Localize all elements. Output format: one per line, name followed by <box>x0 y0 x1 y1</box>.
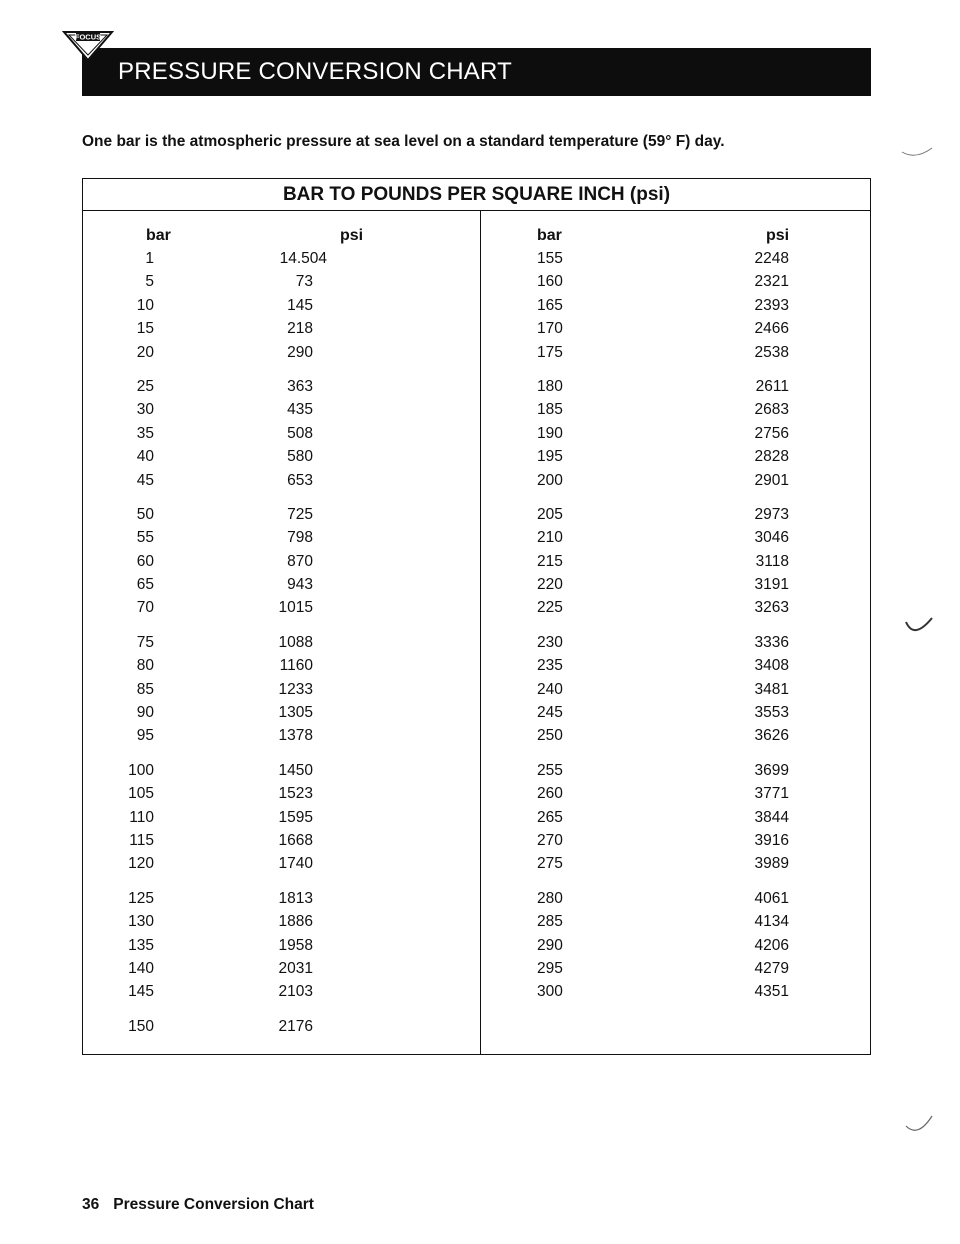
bar-value: 30 <box>136 401 154 419</box>
table-row <box>482 342 870 365</box>
table-row <box>83 527 480 550</box>
psi-value: 1595 <box>278 808 313 826</box>
table-row <box>83 807 480 830</box>
table-row <box>83 830 480 853</box>
bar-value: 275 <box>537 855 563 873</box>
psi-value: 1160 <box>279 657 313 675</box>
psi-value: 943 <box>287 576 313 594</box>
bar-value: 250 <box>537 727 563 745</box>
psi-value: 1813 <box>278 889 313 907</box>
intro-text: One bar is the atmospheric pressure at sea level on a standard temperature (59° F) day. <box>82 133 725 150</box>
bar-value: 85 <box>136 680 154 698</box>
psi-value: 1088 <box>278 633 313 651</box>
bar-value: 225 <box>537 599 563 617</box>
table-title: BAR TO POUNDS PER SQUARE INCH (psi) <box>83 179 870 211</box>
psi-value: 3191 <box>754 576 789 594</box>
psi-value: 3989 <box>754 855 789 873</box>
psi-value: 218 <box>287 320 313 338</box>
table-row <box>83 958 480 981</box>
table-row <box>83 911 480 934</box>
row-group <box>83 888 480 1005</box>
table-row <box>83 853 480 876</box>
psi-value: 3916 <box>754 831 789 849</box>
table-row <box>482 830 870 853</box>
psi-value: 1233 <box>278 680 313 698</box>
psi-value: 3626 <box>754 727 789 745</box>
bar-value: 40 <box>136 448 154 466</box>
bar-value: 5 <box>145 273 154 291</box>
table-row <box>482 911 870 934</box>
table-row <box>83 470 480 493</box>
title-banner <box>82 48 871 96</box>
bar-value: 50 <box>136 505 154 523</box>
table-row <box>83 342 480 365</box>
table-row <box>83 248 480 271</box>
table-row <box>83 597 480 620</box>
table-row <box>482 574 870 597</box>
bar-value: 300 <box>537 983 563 1001</box>
row-group <box>482 888 870 1005</box>
bar-value: 170 <box>537 320 563 338</box>
row-group <box>482 632 870 749</box>
psi-value: 3844 <box>754 808 789 826</box>
page-number: 36 <box>82 1196 100 1213</box>
psi-value: 3771 <box>754 785 789 803</box>
table-row <box>83 783 480 806</box>
table-row <box>482 551 870 574</box>
row-group <box>482 248 870 365</box>
bar-value: 285 <box>537 913 563 931</box>
scan-mark <box>900 1112 940 1142</box>
table-row <box>83 655 480 678</box>
bar-value: 35 <box>136 424 154 442</box>
psi-value: 725 <box>287 505 313 523</box>
bar-value: 295 <box>537 959 563 977</box>
bar-value: 45 <box>136 471 154 489</box>
bar-value: 80 <box>136 657 154 675</box>
psi-value: 2683 <box>754 401 789 419</box>
psi-value: 1740 <box>278 855 313 873</box>
table-row <box>482 527 870 550</box>
bar-value: 255 <box>537 761 563 779</box>
bar-value: 265 <box>537 808 563 826</box>
bar-value: 260 <box>537 785 563 803</box>
bar-value: 100 <box>128 761 154 779</box>
psi-value: 2031 <box>278 959 313 977</box>
psi-value: 1958 <box>278 936 313 954</box>
table-row <box>482 446 870 469</box>
table-row <box>482 248 870 271</box>
bar-value: 25 <box>136 377 154 395</box>
table-row <box>482 702 870 725</box>
psi-value: 2393 <box>754 296 789 314</box>
table-row <box>83 725 480 748</box>
bar-value: 175 <box>537 343 563 361</box>
bar-value: 205 <box>537 505 563 523</box>
conversion-table <box>82 178 871 1055</box>
table-row <box>482 399 870 422</box>
table-row <box>482 597 870 620</box>
row-group <box>83 1016 480 1039</box>
row-group <box>482 760 870 877</box>
psi-value: 798 <box>287 529 313 547</box>
table-row <box>482 271 870 294</box>
bar-value: 240 <box>537 680 563 698</box>
psi-value: 2973 <box>754 505 789 523</box>
table-row <box>83 935 480 958</box>
bar-value: 115 <box>129 831 154 849</box>
psi-value: 14.504 <box>279 250 327 267</box>
table-row <box>482 376 870 399</box>
psi-value: 3553 <box>754 704 789 722</box>
table-row <box>83 679 480 702</box>
bar-value: 220 <box>537 576 563 594</box>
bar-value: 60 <box>136 552 154 570</box>
table-row <box>482 632 870 655</box>
column-divider <box>480 210 481 1054</box>
table-row <box>482 958 870 981</box>
table-row <box>83 888 480 911</box>
table-row <box>83 271 480 294</box>
table-row <box>482 807 870 830</box>
bar-value: 140 <box>128 959 154 977</box>
psi-value: 1015 <box>278 599 313 617</box>
bar-value: 105 <box>128 785 154 803</box>
left-psi-header: psi <box>340 227 364 244</box>
psi-value: 290 <box>287 343 313 361</box>
right-column-block <box>482 248 870 1016</box>
right-psi-header: psi <box>766 227 790 244</box>
page-footer <box>82 1196 314 1214</box>
psi-value: 3699 <box>754 761 789 779</box>
psi-value: 1523 <box>278 785 313 803</box>
table-row <box>482 981 870 1004</box>
row-group <box>482 504 870 621</box>
bar-value: 200 <box>537 471 563 489</box>
table-row <box>482 853 870 876</box>
bar-value: 270 <box>537 831 563 849</box>
table-row <box>83 702 480 725</box>
right-bar-header: bar <box>537 227 562 244</box>
bar-value: 130 <box>128 913 154 931</box>
psi-value: 1886 <box>278 913 313 931</box>
left-column-block <box>83 248 480 1050</box>
bar-value: 290 <box>537 936 563 954</box>
bar-value: 70 <box>136 599 154 617</box>
psi-value: 1668 <box>278 831 313 849</box>
scan-mark <box>896 140 940 164</box>
bar-value: 65 <box>136 576 154 594</box>
table-row <box>83 551 480 574</box>
psi-value: 4134 <box>754 913 789 931</box>
bar-value: 125 <box>128 889 154 907</box>
table-row <box>482 725 870 748</box>
page-title: PRESSURE CONVERSION CHART <box>118 58 512 85</box>
psi-value: 870 <box>287 552 313 570</box>
bar-value: 185 <box>537 401 563 419</box>
focus-logo <box>60 28 116 62</box>
table-row <box>482 470 870 493</box>
bar-value: 110 <box>129 808 154 826</box>
psi-value: 363 <box>287 377 313 395</box>
table-row <box>83 632 480 655</box>
bar-value: 1 <box>145 250 154 267</box>
table-row <box>482 655 870 678</box>
psi-value: 1305 <box>278 704 313 722</box>
bar-value: 20 <box>136 343 154 361</box>
psi-value: 2321 <box>754 273 789 291</box>
psi-value: 508 <box>287 424 313 442</box>
psi-value: 1450 <box>278 761 313 779</box>
psi-value: 435 <box>287 401 313 419</box>
psi-value: 3481 <box>754 680 789 698</box>
psi-value: 1378 <box>278 727 313 745</box>
table-row <box>482 679 870 702</box>
table-row <box>482 760 870 783</box>
psi-value: 73 <box>295 273 313 291</box>
table-row <box>482 423 870 446</box>
psi-value: 3336 <box>754 633 789 651</box>
table-row <box>83 318 480 341</box>
row-group <box>83 632 480 749</box>
table-row <box>83 399 480 422</box>
psi-value: 4061 <box>754 889 789 907</box>
footer-section-title: Pressure Conversion Chart <box>113 1196 314 1213</box>
table-row <box>83 446 480 469</box>
table-row <box>83 981 480 1004</box>
bar-value: 180 <box>537 377 563 395</box>
logo-text: FOCUS <box>74 32 102 42</box>
psi-value: 2176 <box>278 1017 313 1035</box>
table-row <box>482 935 870 958</box>
row-group <box>482 376 870 493</box>
row-group <box>83 376 480 493</box>
table-row <box>482 318 870 341</box>
table-row <box>83 574 480 597</box>
bar-value: 155 <box>537 250 563 267</box>
bar-value: 215 <box>537 552 563 570</box>
psi-value: 3118 <box>755 552 789 570</box>
left-bar-header: bar <box>146 227 171 244</box>
row-group <box>83 248 480 365</box>
bar-value: 15 <box>136 320 154 338</box>
psi-value: 2538 <box>754 343 789 361</box>
bar-value: 280 <box>537 889 563 907</box>
table-row <box>482 295 870 318</box>
psi-value: 653 <box>287 471 313 489</box>
table-row <box>482 888 870 911</box>
psi-value: 2103 <box>278 983 313 1001</box>
bar-value: 245 <box>537 704 563 722</box>
table-row <box>83 504 480 527</box>
psi-value: 580 <box>287 448 313 466</box>
psi-value: 4206 <box>754 936 789 954</box>
bar-value: 165 <box>537 296 563 314</box>
table-row <box>83 1016 480 1039</box>
bar-value: 235 <box>537 657 563 675</box>
psi-value: 2756 <box>754 424 789 442</box>
psi-value: 2901 <box>754 471 789 489</box>
psi-value: 4351 <box>754 983 789 1001</box>
bar-value: 190 <box>537 424 563 442</box>
bar-value: 120 <box>128 855 154 873</box>
psi-value: 2248 <box>754 250 789 267</box>
row-group <box>83 760 480 877</box>
scan-mark <box>900 612 940 646</box>
bar-value: 90 <box>136 704 154 722</box>
row-group <box>83 504 480 621</box>
psi-value: 2466 <box>754 320 789 338</box>
psi-value: 3408 <box>754 657 789 675</box>
bar-value: 10 <box>136 296 154 314</box>
table-row <box>83 295 480 318</box>
psi-value: 3046 <box>754 529 789 547</box>
bar-value: 135 <box>128 936 154 954</box>
psi-value: 4279 <box>754 959 789 977</box>
psi-value: 145 <box>287 296 313 314</box>
table-row <box>482 504 870 527</box>
bar-value: 75 <box>136 633 154 651</box>
bar-value: 160 <box>537 273 563 291</box>
psi-value: 2611 <box>755 377 789 395</box>
psi-value: 2828 <box>754 448 789 466</box>
table-row <box>83 423 480 446</box>
bar-value: 95 <box>136 727 154 745</box>
table-row <box>83 760 480 783</box>
table-row <box>83 376 480 399</box>
bar-value: 145 <box>128 983 154 1001</box>
bar-value: 195 <box>537 448 563 466</box>
psi-value: 3263 <box>754 599 789 617</box>
table-row <box>482 783 870 806</box>
bar-value: 55 <box>136 529 154 547</box>
bar-value: 230 <box>537 633 563 651</box>
bar-value: 150 <box>128 1017 154 1035</box>
bar-value: 210 <box>537 529 563 547</box>
